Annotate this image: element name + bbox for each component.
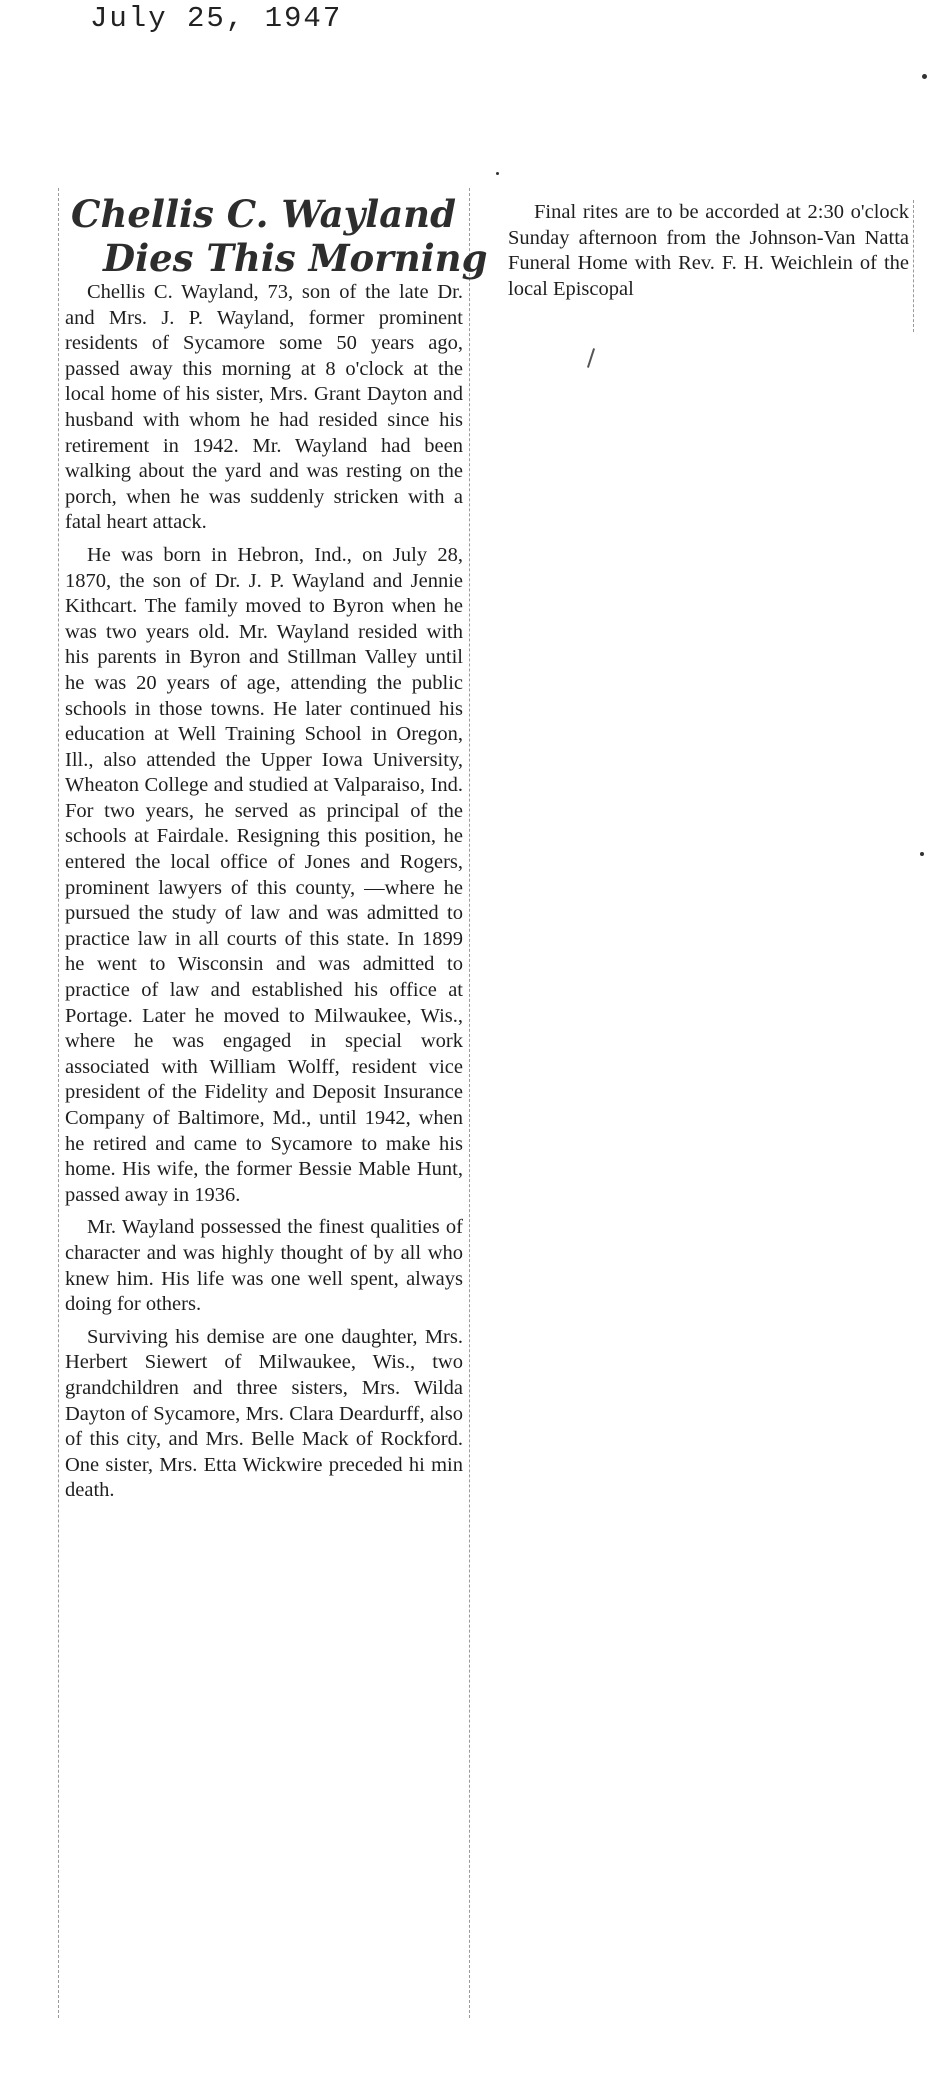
paragraph-biography: He was born in Hebron, Ind., on July 28, 1870, the son of Dr. J. P. Wayland and Jennie Kithcart. The family moved to Byron when he was two years old. Mr. Wayland resided with his parents in Byron and Stillman Valley until he was 20 years of age, attending the public schools in those towns. He later continued his education at Well Training School in Oregon, Ill., also attended the Upper Iowa University, Wheaton College and studied at Valparaiso, Ind. For two years, he served as principal of the schools at Fairdale. Resigning this position, he entered the local office of Jones and Rogers, prominent lawyers of this county, —where he pursued the study of law and was admitted to practice law in all courts of this state. In 1899 he went to Wisconsin and was admitted to practice of law and established his office at Portage. Later he moved to Milwaukee, Wis., where he was engaged in special work associated with William Wolff, resident vice president of the Fidelity and Deposit Insurance Company of Baltimore, Md., until 1942, when he retired and came to Sycamore to make his home. His wife, the former Bessie Mable Hunt, passed away in 1936. — [65, 543, 463, 1206]
obituary-column-left — [58, 188, 488, 2018]
headline — [65, 192, 488, 280]
paragraph-survivors: Surviving his demise are one daughter, Mrs. Herbert Siewert of Milwaukee, Wis., two grandchildren and three sisters, Mrs. Wilda Dayton of Sycamore, Mrs. Clara Deardurff, also of this city, and Mrs. Belle Mack of Rockford. One sister, Mrs. Etta Wickwire preceded hi min death. — [65, 1325, 463, 1502]
article-body — [65, 280, 463, 1504]
scan-speck — [496, 172, 499, 175]
date-stamp: July 25, 1947 — [90, 2, 343, 35]
headline-line-2: Dies This Morning — [103, 236, 488, 280]
scan-speck — [922, 74, 927, 79]
paragraph-character: Mr. Wayland possessed the finest qualities of character and was highly thought of by all who knew him. His life was one well spent, always doing for others. — [65, 1216, 463, 1316]
headline-line-1: Chellis C. Wayland — [71, 192, 456, 236]
obituary-column-right — [506, 200, 914, 332]
paragraph-death-announcement: Chellis C. Wayland, 73, son of the late Dr. and Mrs. J. P. Wayland, former prominent residents of Sycamore some 50 years ago, passed away this morning at 8 o'clock at the local home of his sister, Mrs. Grant Dayton and husband with whom he had resided since his retirement in 1942. Mr. Wayland had been walking about the yard and was resting on the porch, when he was suddenly stricken with a fatal heart attack. — [65, 281, 463, 534]
continuation-body — [508, 200, 909, 302]
scan-speck — [920, 852, 924, 856]
pencil-mark — [587, 348, 595, 368]
paragraph-funeral-rites: Final rites are to be accorded at 2:30 o'clock Sunday afternoon from the Johnson-Van Natta Funeral Home with Rev. F. H. Weichlein of the local Episcopal — [508, 201, 909, 300]
